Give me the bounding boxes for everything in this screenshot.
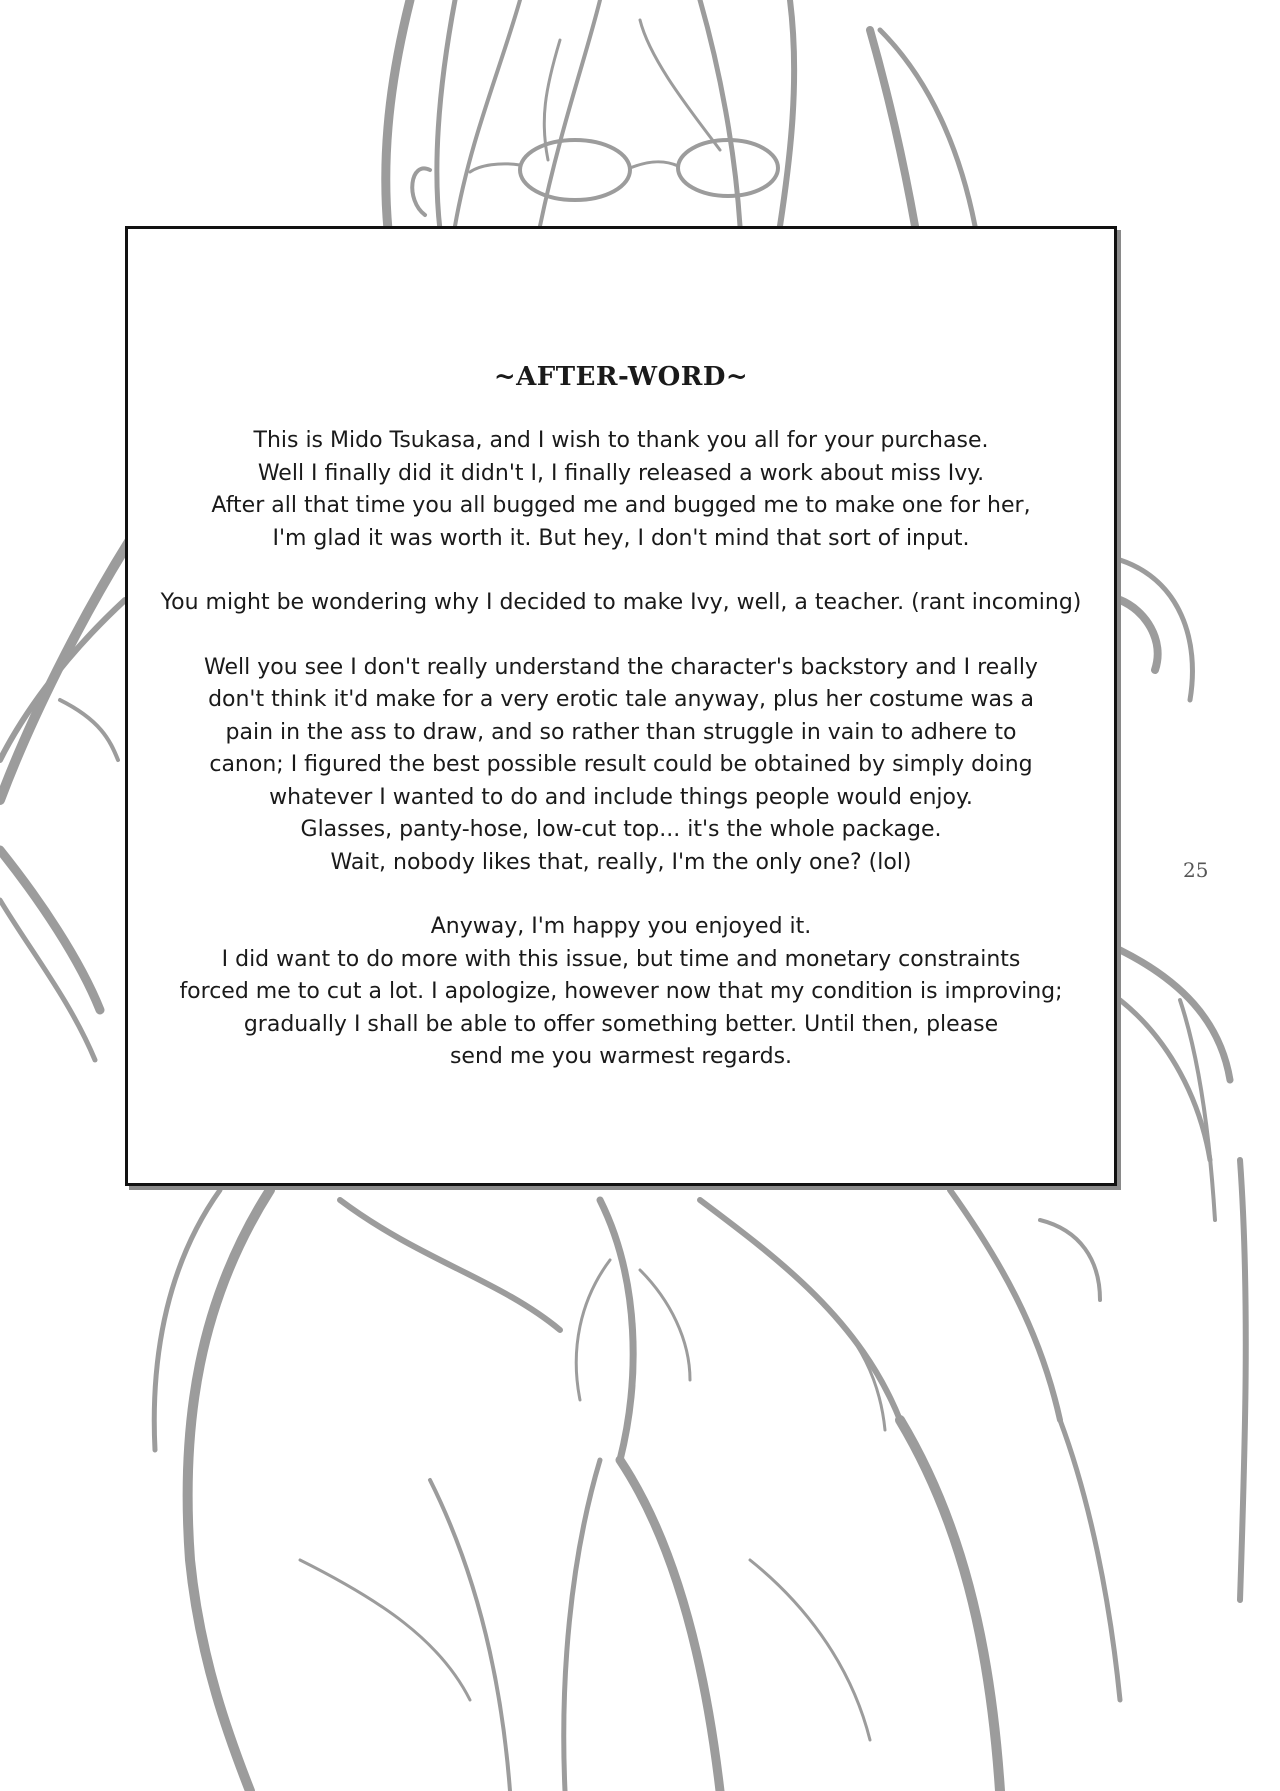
afterword-title: ~AFTER-WORD~: [493, 362, 749, 392]
text-line: don't think it'd make for a very erotic tale anyway, plus her costume was a: [208, 687, 1034, 712]
text-line: send me you warmest regards.: [449, 1044, 793, 1069]
text-line: whatever I wanted to do and include things people would enjoy.: [269, 784, 973, 810]
text-line: forced me to cut a lot. I apologize, however now that my condition is improving;: [179, 979, 1063, 1004]
text-line: I'm glad it was worth it. But hey, I don't mind that sort of input.: [272, 525, 970, 551]
text-line: Well I finally did it didn't I, I finally released a work about miss Ivy.: [257, 460, 985, 486]
text-line: Well you see I don't really understand the character's backstory and I really: [204, 654, 1038, 680]
paragraph-teacher: [128, 587, 1114, 620]
afterword-body: [128, 425, 1114, 1074]
text-line: Glasses, panty-hose, low-cut top... it's the whole package.: [300, 817, 942, 842]
text-line: After all that time you all bugged me and bugged me to make one for her,: [211, 493, 1031, 518]
text-line: I did want to do more with this issue, but time and monetary constraints: [221, 946, 1021, 972]
text-line: canon; I figured the best possible result could be obtained by simply doing: [209, 752, 1033, 777]
text-line: Anyway, I'm happy you enjoyed it.: [430, 914, 812, 939]
page-number: 25: [1183, 858, 1209, 882]
afterword-box: [125, 226, 1117, 1186]
paragraph-thanks: [128, 425, 1114, 555]
text-line: This is Mido Tsukasa, and I wish to thank you all for your purchase.: [253, 428, 989, 453]
text-line: Wait, nobody likes that, really, I'm the only one? (lol): [330, 849, 912, 875]
text-line: gradually I shall be able to offer something better. Until then, please: [243, 1011, 999, 1037]
text-line: You might be wondering why I decided to make Ivy, well, a teacher. (rant incoming): [160, 590, 1082, 615]
paragraph-rant: [128, 652, 1114, 880]
paragraph-closing: [128, 911, 1114, 1074]
text-line: pain in the ass to draw, and so rather than struggle in vain to adhere to: [225, 719, 1017, 745]
